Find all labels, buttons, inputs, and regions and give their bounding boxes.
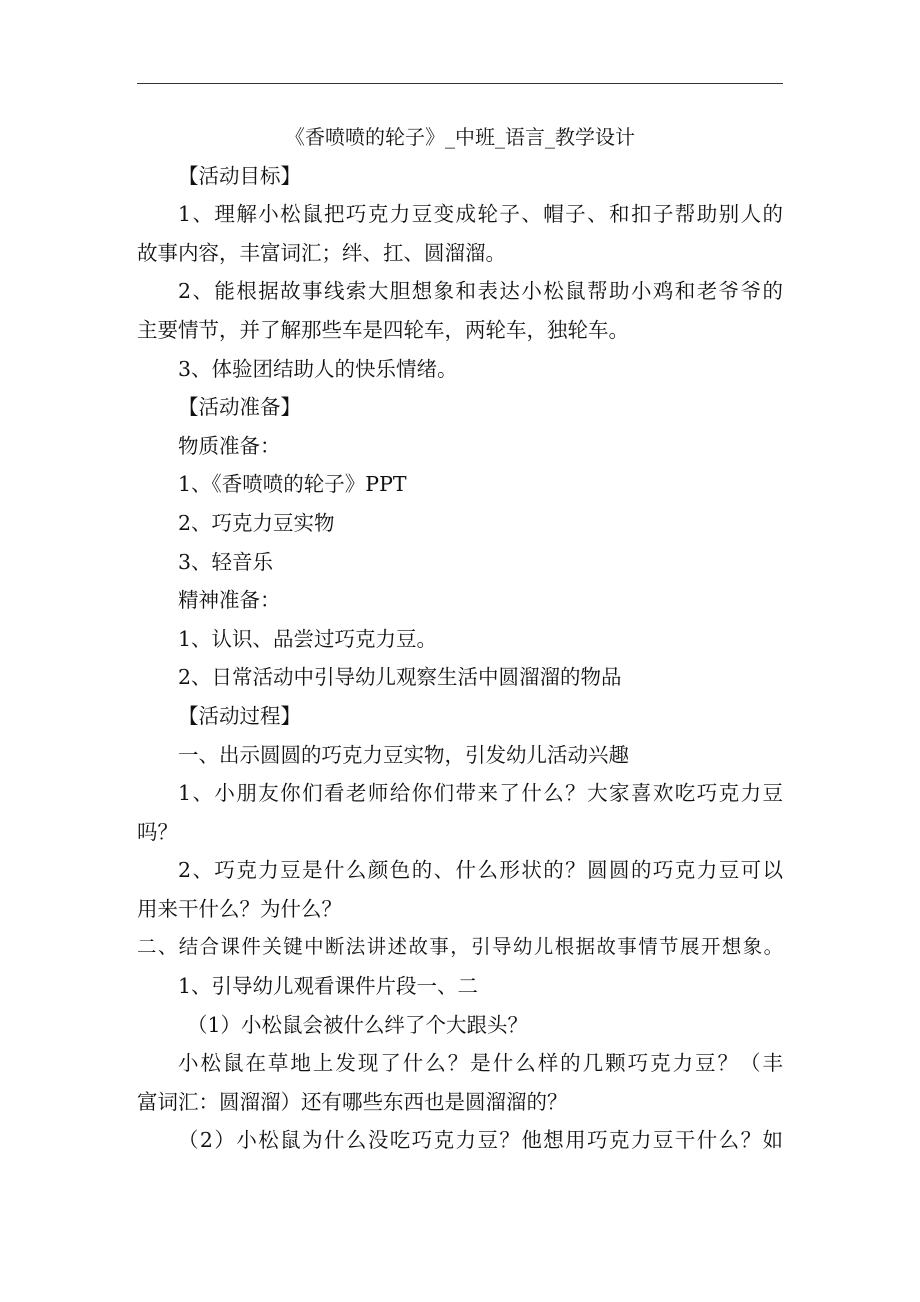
paragraph-line: 1、小朋友你们看老师给你们带来了什么？大家喜欢吃巧克力豆 — [178, 781, 783, 806]
paragraph-line: 2、能根据故事线索大胆想象和表达小松鼠帮助小鸡和老爷爷的 — [178, 279, 783, 304]
paragraph-line: 2、巧克力豆是什么颜色的、什么形状的？圆圆的巧克力豆可以 — [178, 858, 783, 883]
paragraph-line: （1）小松鼠会被什么绊了个大跟头？ — [187, 1012, 529, 1037]
paragraph-line: 2、巧克力豆实物 — [178, 510, 335, 535]
paragraph-line: 吗？ — [137, 819, 178, 844]
section-heading-process: 【活动过程】 — [178, 703, 301, 728]
paragraph-line: （2）小松鼠为什么没吃巧克力豆？他想用巧克力豆干什么？如 — [178, 1128, 783, 1153]
paragraph-line: 2、日常活动中引导幼儿观察生活中圆溜溜的物品 — [178, 665, 622, 690]
paragraph-line: 用来干什么？为什么？ — [137, 896, 342, 921]
paragraph-line: 主要情节，并了解那些车是四轮车，两轮车，独轮车。 — [137, 317, 629, 342]
paragraph-line: 3、轻音乐 — [178, 549, 274, 574]
document-body — [137, 118, 783, 1160]
document-title: 《香喷喷的轮子》_中班_语言_教学设计 — [285, 125, 635, 149]
paragraph-line: 故事内容，丰富词汇；绊、扛、圆溜溜。 — [137, 240, 506, 265]
paragraph-line: 小松鼠在草地上发现了什么？是什么样的几颗巧克力豆？（丰 — [178, 1051, 783, 1076]
paragraph-line: 1、理解小松鼠把巧克力豆变成轮子、帽子、和扣子帮助别人的 — [178, 202, 783, 227]
paragraph-line: 富词汇：圆溜溜）还有哪些东西也是圆溜溜的？ — [137, 1089, 568, 1114]
section-heading-preparation: 【活动准备】 — [178, 395, 301, 420]
paragraph-line: 3、体验团结助人的快乐情绪。 — [178, 356, 458, 381]
paragraph-line: 1、《香喷喷的轮子》PPT — [178, 472, 407, 497]
paragraph-line: 精神准备： — [178, 588, 281, 613]
paragraph-line: 一、出示圆圆的巧克力豆实物，引发幼儿活动兴趣 — [178, 742, 629, 767]
paragraph-line: 1、引导幼儿观看课件片段一、二 — [178, 974, 479, 999]
paragraph-line: 1、认识、品尝过巧克力豆。 — [178, 626, 438, 651]
paragraph-line: 物质准备： — [178, 433, 281, 458]
header-rule — [137, 83, 783, 84]
paragraph-line: 二、结合课件关键中断法讲述故事，引导幼儿根据故事情节展开想象。 — [137, 935, 783, 959]
section-heading-goals: 【活动目标】 — [178, 163, 301, 188]
